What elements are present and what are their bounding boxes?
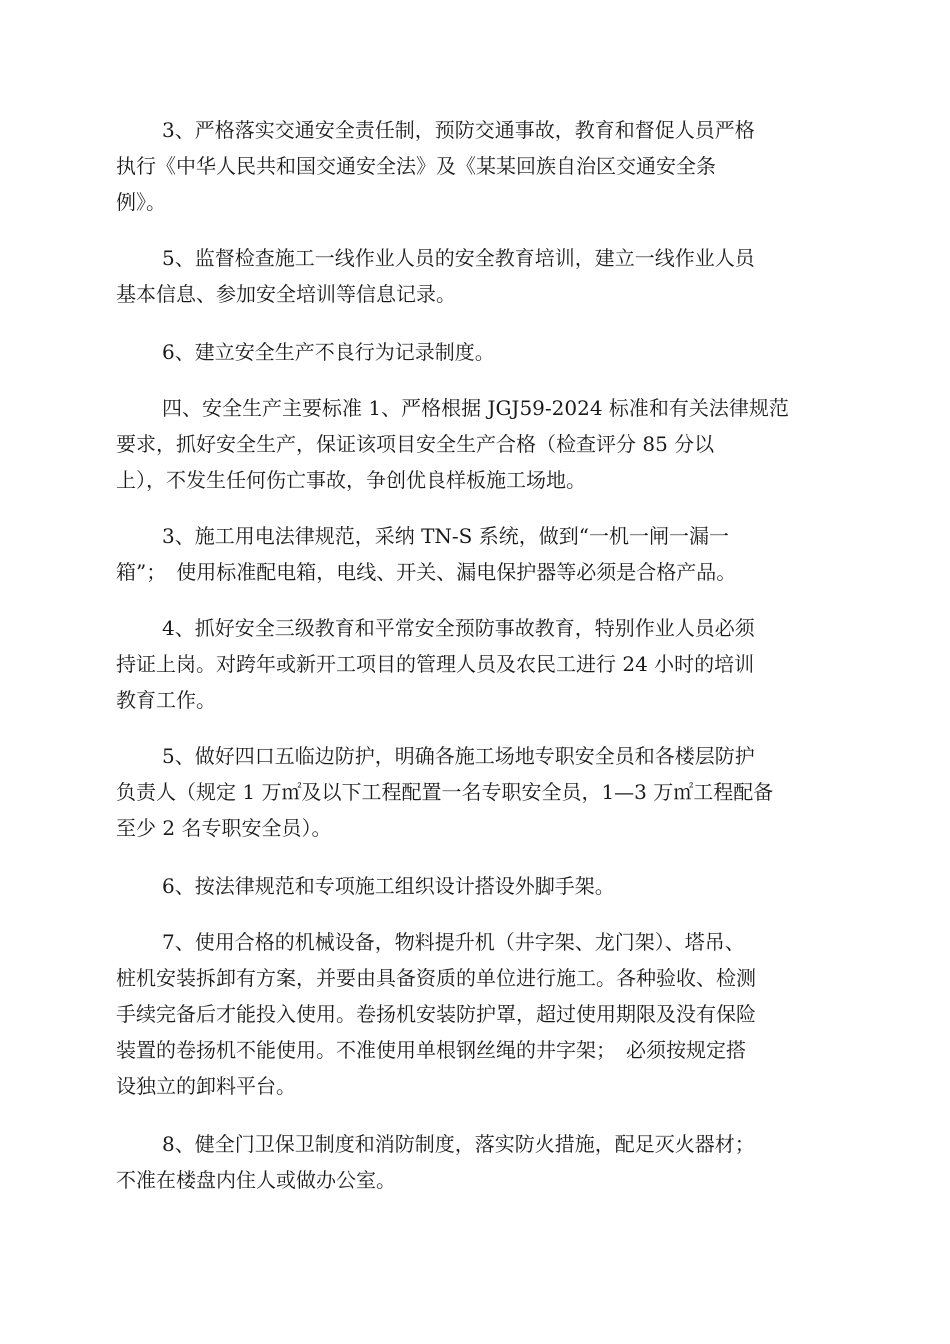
text-line: 设独立的卸料平台。 bbox=[116, 1074, 296, 1098]
paragraph-edge-protection bbox=[116, 738, 836, 846]
paragraph-electricity bbox=[116, 518, 836, 590]
text-line: 持证上岗。对跨年或新开工项目的管理人员及农民工进行 24 小时的培训 bbox=[116, 652, 755, 676]
text-line: 6、建立安全生产不良行为记录制度。 bbox=[162, 340, 495, 364]
text-line: 5、监督检查施工一线作业人员的安全教育培训，建立一线作业人员 bbox=[162, 246, 755, 270]
text-line: 至少 2 名专职安全员）。 bbox=[116, 816, 332, 840]
text-line: 5、做好四口五临边防护，明确各施工场地专职安全员和各楼层防护 bbox=[162, 744, 755, 768]
paragraph-traffic-safety bbox=[116, 112, 836, 220]
text-line: 3、严格落实交通安全责任制，预防交通事故，教育和督促人员严格 bbox=[162, 118, 755, 142]
text-line: 教育工作。 bbox=[116, 688, 216, 712]
text-line: 6、按法律规范和专项施工组织设计搭设外脚手架。 bbox=[162, 874, 615, 898]
paragraph-machinery bbox=[116, 924, 836, 1104]
text-line: 桩机安装拆卸有方案，并要由具备资质的单位进行施工。各种验收、检测 bbox=[116, 966, 756, 990]
paragraph-main-standards bbox=[116, 390, 836, 498]
paragraph-scaffolding bbox=[116, 868, 836, 904]
text-line: 负责人（规定 1 万㎡及以下工程配置一名专职安全员，1—3 万㎡工程配备 bbox=[116, 780, 774, 804]
text-line: 上），不发生任何伤亡事故，争创优良样板施工场地。 bbox=[116, 468, 586, 492]
text-line: 8、健全门卫保卫制度和消防制度，落实防火措施，配足灭火器材； bbox=[162, 1132, 755, 1156]
text-line: 箱”； 使用标准配电箱，电线、开关、漏电保护器等必须是合格产品。 bbox=[116, 560, 737, 584]
paragraph-fire-security bbox=[116, 1126, 836, 1198]
paragraph-education bbox=[116, 610, 836, 718]
text-line: 7、使用合格的机械设备，物料提升机（井字架、龙门架）、塔吊、 bbox=[162, 930, 745, 954]
text-line: 3、施工用电法律规范，采纳 TN-S 系统，做到“一机一闸一漏一 bbox=[162, 524, 729, 548]
paragraph-bad-behavior-record bbox=[116, 334, 836, 370]
text-line: 基本信息、参加安全培训等信息记录。 bbox=[116, 282, 456, 306]
text-line: 要求，抓好安全生产，保证该项目安全生产合格（检查评分 85 分以 bbox=[116, 432, 715, 456]
text-line: 例》。 bbox=[116, 190, 166, 214]
paragraph-training-supervision bbox=[116, 240, 836, 312]
text-line: 四、安全生产主要标准 1、严格根据 JGJ59-2024 标准和有关法律规范 bbox=[162, 396, 789, 420]
text-line: 不准在楼盘内住人或做办公室。 bbox=[116, 1168, 396, 1192]
text-line: 装置的卷扬机不能使用。不准使用单根钢丝绳的井字架； 必须按规定搭 bbox=[116, 1038, 746, 1062]
text-line: 4、抓好安全三级教育和平常安全预防事故教育，特别作业人员必须 bbox=[162, 616, 755, 640]
text-line: 手续完备后才能投入使用。卷扬机安装防护罩，超过使用期限及没有保险 bbox=[116, 1002, 756, 1026]
text-line: 执行《中华人民共和国交通安全法》及《某某回族自治区交通安全条 bbox=[116, 154, 716, 178]
